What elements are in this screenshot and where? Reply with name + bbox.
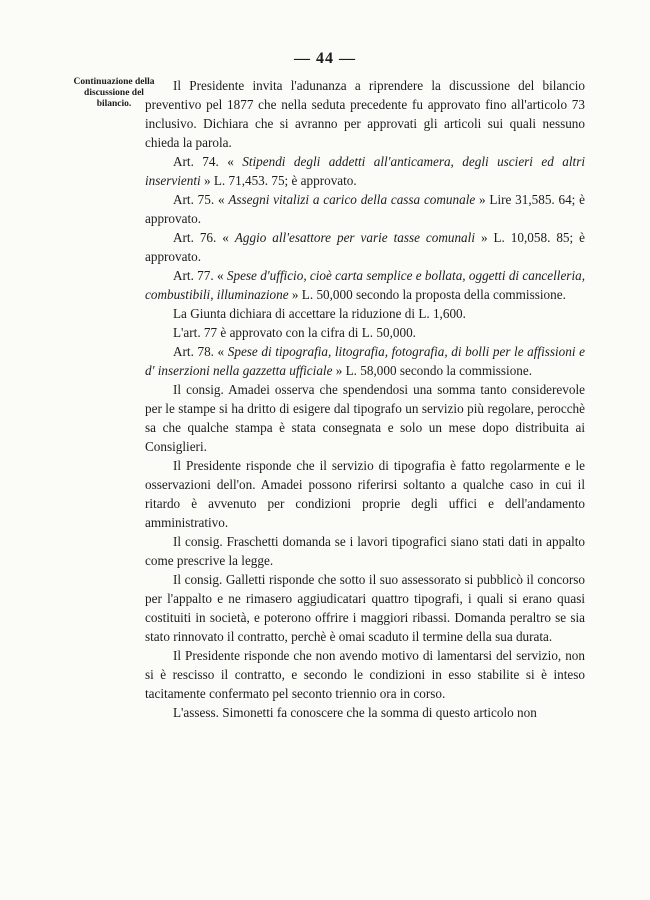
text-run: Il consig. Fraschetti domanda se i lavori tipografici siano stati dati in appalto come prescrive la legge. [145,534,585,568]
text-run: » L. 10,058. 85; è approvato. [145,230,585,264]
text-run: Art. 76. « [173,230,235,245]
text-run: L'art. 77 è approvato con la cifra di L. 50,000. [173,325,416,340]
text-run: Art. 75. « [173,192,229,207]
body-text [145,76,585,722]
text-run: Il consig. Amadei osserva che spendendosi una somma tanto considerevole per le stampe si ha dritto di esigere dal tipografo un servizio più regolare, perocchè sa che qualche stampa è stata consegnata e solo un mese dopo distribuita ai Consiglieri. [145,382,585,454]
text-run: Il Presidente risponde che non avendo motivo di lamentarsi del servizio, non si è rescisso il contratto, e secondo le condizioni in esso stabilite si è inteso tacitamente confermato pel seconto triennio ora in corso. [145,648,585,701]
paragraph [145,190,585,228]
margin-note: Continuazione della discussione del bilancio. [73,77,155,109]
italic-text: Spese di tipografia, litografia, fotografia, di bolli per le affissioni e d' inserzioni nella gazzetta ufficiale [145,344,585,378]
paragraph [145,570,585,646]
italic-text: Stipendi degli addetti all'anticamera, degli uscieri ed altri inservienti [145,154,585,188]
paragraph [145,380,585,456]
text-run: Art. 74. « [173,154,243,169]
text-run: Art. 77. « [173,268,227,283]
paragraph [145,152,585,190]
paragraph [145,532,585,570]
text-run: Il consig. Galletti risponde che sotto il suo assessorato si pubblicò il concorso per l'appalto e ne rimasero aggiudicatari quattro tipografi, i quali si erano quasi costituiti in società, e poterono offrire i maggiori ribassi. Domanda peraltro se sia stato rinnovato il contratto, perchè è omai scaduto il termine della sua durata. [145,572,585,644]
paragraph [145,323,585,342]
text-run: » L. 58,000 secondo la commissione. [332,363,533,378]
paragraph [145,304,585,323]
text-run: Art. 78. « [173,344,228,359]
text-run: » Lire 31,585. 64; è approvato. [145,192,585,226]
paragraph [145,646,585,703]
text-run: Il Presidente risponde che il servizio di tipografia è fatto regolarmente e le osservazioni dell'on. Amadei possono riferirsi soltanto a qualche caso in cui il ritardo è avvenuto per condizioni proprie degli uffici e dell'andamento amministrativo. [145,458,585,530]
paragraph [145,76,585,152]
paragraph [145,456,585,532]
italic-text: Assegni vitalizi a carico della cassa comunale [228,192,476,207]
paragraph [145,703,585,722]
text-run: » L. 71,453. 75; è approvato. [200,173,357,188]
text-run: L'assess. Simonetti fa conoscere che la somma di questo articolo non [173,705,537,720]
text-run: » L. 50,000 secondo la proposta della commissione. [288,287,566,302]
page-number: — 44 — [294,50,356,67]
text-run: Il Presidente invita l'adunanza a riprendere la discussione del bilancio preventivo pel 1877 che nella seduta precedente fu approvato fino all'articolo 73 inclusivo. Dichiara che si avranno per approvati gli articoli sui quali nessuno chieda la parola. [145,78,585,150]
paragraph [145,342,585,380]
paragraph [145,228,585,266]
text-run: La Giunta dichiara di accettare la riduzione di L. 1,600. [173,306,466,321]
italic-text: Aggio all'esattore per varie tasse comunali [234,230,475,245]
paragraph [145,266,585,304]
italic-text: Spese d'ufficio, cioè carta semplice e bollata, oggetti di cancelleria, combustibili, illuminazione [145,268,585,302]
